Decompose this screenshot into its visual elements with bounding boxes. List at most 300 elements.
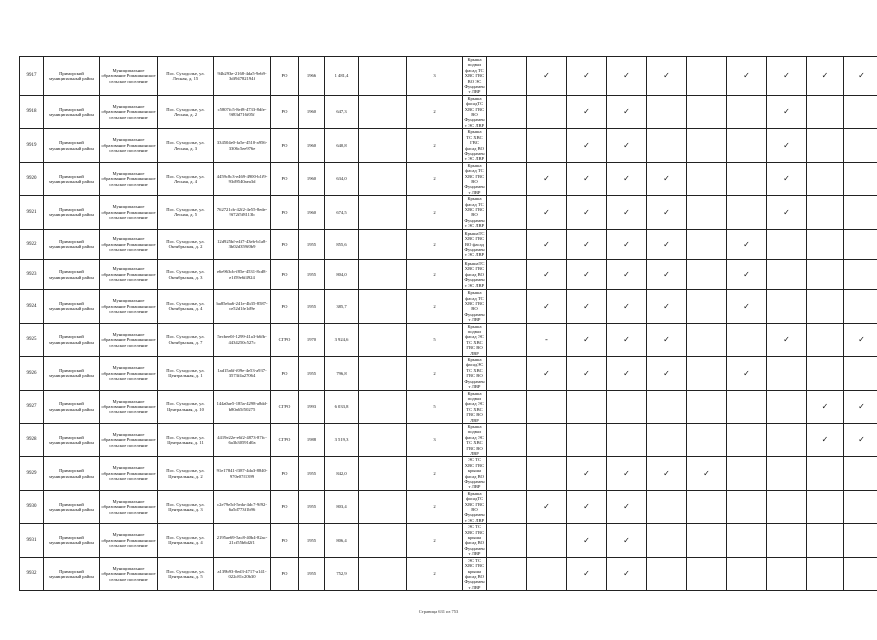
row-number-cell: 9921 xyxy=(20,196,44,229)
works-list-cell: Крыша подвал фасад ТС ХВС ГВС ВО ЭС Фундамент ЛВР xyxy=(464,57,485,95)
checkmark-cell xyxy=(844,259,877,289)
checkmark-cell xyxy=(844,162,877,195)
empty-cell xyxy=(487,57,527,96)
year-built-cell: 1960 xyxy=(299,162,325,195)
guid-cell: 1ad15a6f-f09e-4e53-a937-3573f4a27064 xyxy=(214,357,271,390)
empty-cell xyxy=(359,290,407,323)
checkmark-cell xyxy=(727,557,767,590)
checkmark-cell: ✓ xyxy=(567,357,607,390)
checkmark-cell: ✓ xyxy=(567,57,607,96)
empty-cell xyxy=(487,357,527,390)
checkmark-cell xyxy=(844,357,877,390)
district-cell: Приморский муниципальный район xyxy=(44,557,100,590)
year-built-cell: 1955 xyxy=(299,290,325,323)
checkmark-cell xyxy=(647,524,687,557)
row-number-cell: 9917 xyxy=(20,57,44,96)
table-row xyxy=(20,557,877,590)
area-cell: 842,0 xyxy=(325,457,359,490)
floors-cell: 2 xyxy=(407,490,463,523)
management-form-cell: СГРО xyxy=(271,323,299,356)
checkmark-cell xyxy=(767,259,807,289)
management-form-cell: РО xyxy=(271,259,299,289)
municipality-cell: Муниципальное образование Ромашкинское сельское поселение xyxy=(100,390,158,423)
empty-cell xyxy=(487,196,527,229)
table-row xyxy=(20,423,877,456)
checkmark-cell xyxy=(727,524,767,557)
checkmark-cell: ✓ xyxy=(567,290,607,323)
floors-cell: 2 xyxy=(407,229,463,259)
district-cell: Приморский муниципальный район xyxy=(44,524,100,557)
checkmark-cell: ✓ xyxy=(567,259,607,289)
checkmark-cell: ✓ xyxy=(567,95,607,128)
table-row xyxy=(20,390,877,423)
row-number-cell: 9919 xyxy=(20,129,44,162)
housing-repair-table xyxy=(19,56,877,591)
row-number-cell: 9924 xyxy=(20,290,44,323)
checkmark-cell: ✓ xyxy=(727,229,767,259)
management-form-cell: РО xyxy=(271,490,299,523)
works-list-cell: Крыша ТС ХВС ГВС фасад ВО Фундамент ЭС ЛВР xyxy=(464,129,485,162)
checkmark-cell xyxy=(687,390,727,423)
checkmark-cell: ✓ xyxy=(607,229,647,259)
empty-cell xyxy=(487,557,527,590)
works-list-cell: Крыша фасадЭС ТС ХВС ГВС ВО Фундамент ЛВР xyxy=(464,357,485,390)
checkmark-cell xyxy=(527,557,567,590)
works-list-cell: КрышаТС ХВС ГВС фасад ВО Фундамент ЭС ЛВР xyxy=(463,259,487,289)
municipality-cell: Муниципальное образование Ромашкинское сельское поселение xyxy=(100,129,158,162)
municipality-cell: Муниципальное образование Ромашкинское сельское поселение xyxy=(100,229,158,259)
checkmark-cell: ✓ xyxy=(607,557,647,590)
year-built-cell: 1955 xyxy=(299,557,325,590)
checkmark-cell xyxy=(647,129,687,162)
table-row xyxy=(20,129,877,162)
checkmark-cell xyxy=(807,229,844,259)
checkmark-cell xyxy=(727,457,767,490)
checkmark-cell: ✓ xyxy=(807,57,844,96)
empty-cell xyxy=(487,162,527,195)
address-cell: Пос. Суходолье, ул. Центральная, д. 2 xyxy=(158,457,214,490)
checkmark-cell xyxy=(807,95,844,128)
checkmark-cell: ✓ xyxy=(727,290,767,323)
municipality-cell: Муниципальное образование Ромашкинское сельское поселение xyxy=(100,557,158,590)
area-cell: 3 924,6 xyxy=(325,323,359,356)
management-form-cell: РО xyxy=(271,524,299,557)
management-form-cell: РО xyxy=(271,457,299,490)
checkmark-cell xyxy=(567,423,607,456)
area-cell: 647,3 xyxy=(325,95,359,128)
row-number-cell: 9931 xyxy=(20,524,44,557)
checkmark-cell: ✓ xyxy=(607,524,647,557)
checkmark-cell: ✓ xyxy=(527,290,567,323)
year-built-cell: 1955 xyxy=(299,490,325,523)
row-number-cell: 9920 xyxy=(20,162,44,195)
address-cell: Пос. Суходолье, ул. Центральная, д. 5 xyxy=(158,557,214,590)
checkmark-cell xyxy=(647,423,687,456)
area-cell: 855,6 xyxy=(325,229,359,259)
checkmark-cell: ✓ xyxy=(844,323,877,356)
checkmark-cell xyxy=(527,524,567,557)
checkmark-cell xyxy=(727,423,767,456)
district-cell: Приморский муниципальный район xyxy=(44,357,100,390)
checkmark-cell xyxy=(727,323,767,356)
floors-cell: 2 xyxy=(407,95,463,128)
municipality-cell: Муниципальное образование Ромашкинское сельское поселение xyxy=(100,357,158,390)
empty-cell xyxy=(359,129,407,162)
table-row xyxy=(20,290,877,323)
checkmark-cell: ✓ xyxy=(647,196,687,229)
checkmark-cell xyxy=(807,357,844,390)
checkmark-cell: ✓ xyxy=(767,57,807,96)
area-cell: 674,5 xyxy=(325,196,359,229)
checkmark-cell: ✓ xyxy=(527,490,567,523)
empty-cell xyxy=(359,557,407,590)
checkmark-cell xyxy=(647,557,687,590)
page-footer: Страница 631 из 753 xyxy=(418,609,459,614)
checkmark-cell xyxy=(527,129,567,162)
checkmark-cell xyxy=(727,390,767,423)
management-form-cell: РО xyxy=(271,57,299,96)
checkmark-cell: ✓ xyxy=(607,196,647,229)
address-cell: Пос. Суходолье, ул. Лесная, д. 4 xyxy=(158,162,214,195)
works-list-cell: ЭС ТС ХВС ГВС крыша фасад ВО Фундамент ЛВР xyxy=(464,457,485,490)
address-cell: Пос. Суходолье, ул. Лесная, д. 15 xyxy=(158,57,214,96)
row-number-cell: 9928 xyxy=(20,423,44,456)
floors-cell: 5 xyxy=(407,390,463,423)
checkmark-cell xyxy=(607,423,647,456)
checkmark-cell xyxy=(844,95,877,128)
management-form-cell: РО xyxy=(271,196,299,229)
checkmark-cell: ✓ xyxy=(607,357,647,390)
checkmark-cell: ✓ xyxy=(567,557,607,590)
checkmark-cell: ✓ xyxy=(767,95,807,128)
floors-cell: 2 xyxy=(407,196,463,229)
empty-cell xyxy=(359,57,407,96)
table-body xyxy=(20,57,877,591)
floors-cell: 2 xyxy=(407,457,463,490)
row-number-cell: 9922 xyxy=(20,229,44,259)
guid-cell: 2195ae69-5ac8-40b4-82ac-21cf55b6d2f1 xyxy=(214,524,271,557)
empty-cell xyxy=(359,323,407,356)
empty-cell xyxy=(487,259,527,289)
checkmark-cell xyxy=(807,162,844,195)
checkmark-cell xyxy=(527,457,567,490)
year-built-cell: 1955 xyxy=(299,259,325,289)
works-list-cell: Крыша фасад ТС ХВС ГВС ВО Фундамент ЭС ЛВР xyxy=(464,196,485,229)
guid-cell: 762721cb-42f2-4e55-8ede-9f72f5f8113b xyxy=(214,196,271,229)
checkmark-cell: ✓ xyxy=(647,457,687,490)
checkmark-cell xyxy=(844,229,877,259)
checkmark-cell xyxy=(844,196,877,229)
district-cell: Приморский муниципальный район xyxy=(44,57,100,96)
checkmark-cell: ✓ xyxy=(607,457,647,490)
management-form-cell: РО xyxy=(271,129,299,162)
municipality-cell: Муниципальное образование Ромашкинское сельское поселение xyxy=(100,57,158,96)
empty-cell xyxy=(487,290,527,323)
checkmark-cell: ✓ xyxy=(767,196,807,229)
table-row xyxy=(20,196,877,229)
checkmark-cell: ✓ xyxy=(727,57,767,96)
row-number-cell: 9930 xyxy=(20,490,44,523)
checkmark-cell: ✓ xyxy=(607,95,647,128)
area-cell: 385,7 xyxy=(325,290,359,323)
district-cell: Приморский муниципальный район xyxy=(44,129,100,162)
checkmark-cell: ✓ xyxy=(727,259,767,289)
empty-cell xyxy=(359,196,407,229)
guid-cell: 12d925bf-e4f7-43eb-b1a8-3b02d359f0b9 xyxy=(214,229,271,259)
municipality-cell: Муниципальное образование Ромашкинское сельское поселение xyxy=(100,423,158,456)
municipality-cell: Муниципальное образование Ромашкинское сельское поселение xyxy=(100,162,158,195)
guid-cell: 94b293e-2168-4da5-9eb9-3df94782194f xyxy=(214,57,271,96)
checkmark-cell xyxy=(807,196,844,229)
checkmark-cell xyxy=(687,57,727,96)
row-number-cell: 9926 xyxy=(20,357,44,390)
checkmark-cell xyxy=(807,490,844,523)
works-list-cell: Крыша фасад ТС ХВС ГВС ВО Фундамент ЛВР xyxy=(464,290,485,323)
empty-cell xyxy=(359,490,407,523)
checkmark-cell xyxy=(844,129,877,162)
checkmark-cell xyxy=(767,490,807,523)
empty-cell xyxy=(487,457,527,490)
guid-cell: c2e79e5d-5eda-4dc7-9f92-6a5d773f1b96 xyxy=(214,490,271,523)
area-cell: 640,8 xyxy=(325,129,359,162)
works-list-cell: ЭС ТС ХВС ГВС крыша фасад ВО Фундамент ЛВР xyxy=(464,557,485,590)
guid-cell: 4459c8c3-e469-4900-b1f9-93d9540aea3d xyxy=(214,162,271,195)
address-cell: Пос. Суходолье, ул. Октябрьская, д. 4 xyxy=(158,290,214,323)
checkmark-cell: ✓ xyxy=(767,162,807,195)
works-list-cell: ЭС ТС ХВС ГВС крыша фасад ВО Фундамент ЛВР xyxy=(464,524,485,557)
municipality-cell: Муниципальное образование Ромашкинское сельское поселение xyxy=(100,457,158,490)
checkmark-cell xyxy=(687,229,727,259)
checkmark-cell xyxy=(527,95,567,128)
checkmark-cell: ✓ xyxy=(527,357,567,390)
checkmark-cell xyxy=(807,259,844,289)
address-cell: Пос. Суходолье, ул. Центральная, д. 11 xyxy=(158,423,214,456)
guid-cell: 91e17841-f387-4da3-8840-970e07f1399 xyxy=(214,457,271,490)
empty-cell xyxy=(359,423,407,456)
year-built-cell: 1955 xyxy=(299,524,325,557)
address-cell: Пос. Суходолье, ул. Центральная, д. 4 xyxy=(158,524,214,557)
district-cell: Приморский муниципальный район xyxy=(44,290,100,323)
row-number-cell: 9927 xyxy=(20,390,44,423)
checkmark-cell xyxy=(767,357,807,390)
municipality-cell: Муниципальное образование Ромашкинское сельское поселение xyxy=(100,290,158,323)
district-cell: Приморский муниципальный район xyxy=(44,457,100,490)
checkmark-cell xyxy=(687,259,727,289)
row-number-cell: 9923 xyxy=(20,259,44,289)
checkmark-cell xyxy=(727,196,767,229)
works-list-cell: Крыша подвал фасад ЭС ТС ХВС ГВС ВО ЛВР xyxy=(463,323,487,356)
checkmark-cell xyxy=(647,490,687,523)
checkmark-cell: ✓ xyxy=(844,423,877,456)
address-cell: Пос. Суходолье, ул. Центральная, д. 10 xyxy=(158,390,214,423)
checkmark-cell: ✓ xyxy=(607,162,647,195)
municipality-cell: Муниципальное образование Ромашкинское сельское поселение xyxy=(100,259,158,289)
empty-cell xyxy=(359,524,407,557)
checkmark-cell xyxy=(807,457,844,490)
checkmark-cell xyxy=(767,557,807,590)
district-cell: Приморский муниципальный район xyxy=(44,229,100,259)
row-number-cell: 9925 xyxy=(20,323,44,356)
checkmark-cell: ✓ xyxy=(647,162,687,195)
district-cell: Приморский муниципальный район xyxy=(44,162,100,195)
table-row xyxy=(20,229,877,259)
row-number-cell: 9929 xyxy=(20,457,44,490)
checkmark-cell: ✓ xyxy=(607,259,647,289)
checkmark-cell xyxy=(727,95,767,128)
area-cell: 803,4 xyxy=(325,490,359,523)
year-built-cell: 1955 xyxy=(299,457,325,490)
checkmark-cell xyxy=(687,423,727,456)
year-built-cell: 1993 xyxy=(299,390,325,423)
checkmark-cell xyxy=(607,390,647,423)
year-built-cell: 1955 xyxy=(299,357,325,390)
address-cell: Пос. Суходолье, ул. Центральная, д. 1 xyxy=(158,357,214,390)
table-row xyxy=(20,457,877,490)
guid-cell: 5ecbee0f-1299-41a3-b6fb-4434250c527c xyxy=(214,323,271,356)
area-cell: 6 033,8 xyxy=(325,390,359,423)
empty-cell xyxy=(359,229,407,259)
area-cell: 804,0 xyxy=(325,259,359,289)
empty-cell xyxy=(359,162,407,195)
floors-cell: 2 xyxy=(407,162,463,195)
floors-cell: 3 xyxy=(407,57,463,96)
empty-cell xyxy=(487,490,527,523)
checkmark-cell xyxy=(647,390,687,423)
checkmark-cell: ✓ xyxy=(567,162,607,195)
district-cell: Приморский муниципальный район xyxy=(44,196,100,229)
checkmark-cell xyxy=(807,557,844,590)
checkmark-cell: ✓ xyxy=(567,323,607,356)
checkmark-cell: ✓ xyxy=(647,259,687,289)
checkmark-cell xyxy=(807,129,844,162)
floors-cell: 2 xyxy=(407,557,463,590)
municipality-cell: Муниципальное образование Ромашкинское сельское поселение xyxy=(100,323,158,356)
checkmark-cell: ✓ xyxy=(527,57,567,96)
management-form-cell: СГРО xyxy=(271,423,299,456)
floors-cell: 2 xyxy=(407,259,463,289)
address-cell: Пос. Суходолье, ул. Лесная, д. 3 xyxy=(158,129,214,162)
works-list-cell: Крыша подвал фасад ЭС ТС ХВС ГВС ВО ЛВР xyxy=(463,423,487,456)
empty-cell xyxy=(487,323,527,356)
checkmark-cell xyxy=(687,162,727,195)
checkmark-cell xyxy=(527,423,567,456)
works-list-cell: КрышаТС ХВС ГВС ВО фасад Фундамент ЭС ЛВР xyxy=(463,229,487,259)
empty-cell xyxy=(487,95,527,128)
district-cell: Приморский муниципальный район xyxy=(44,259,100,289)
checkmark-cell: ✓ xyxy=(687,457,727,490)
guid-cell: 4419e22e-e6f2-4873-87fc-6a3b30591d0a xyxy=(214,423,271,456)
year-built-cell: 1960 xyxy=(299,95,325,128)
checkmark-cell: ✓ xyxy=(607,57,647,96)
checkmark-cell xyxy=(647,95,687,128)
checkmark-cell: ✓ xyxy=(607,490,647,523)
address-cell: Пос. Суходолье, ул. Октябрьская, д. 2 xyxy=(158,229,214,259)
checkmark-cell: ✓ xyxy=(607,290,647,323)
table-row xyxy=(20,57,877,96)
checkmark-cell xyxy=(687,490,727,523)
checkmark-cell: ✓ xyxy=(567,229,607,259)
address-cell: Пос. Суходолье, ул. Лесная, д. 2 xyxy=(158,95,214,128)
management-form-cell: РО xyxy=(271,95,299,128)
checkmark-cell xyxy=(687,323,727,356)
checkmark-cell xyxy=(687,290,727,323)
checkmark-cell: ✓ xyxy=(567,490,607,523)
checkmark-cell xyxy=(687,95,727,128)
checkmark-cell xyxy=(767,457,807,490)
management-form-cell: РО xyxy=(271,229,299,259)
checkmark-cell xyxy=(844,524,877,557)
checkmark-cell xyxy=(767,390,807,423)
floors-cell: 2 xyxy=(407,357,463,390)
district-cell: Приморский муниципальный район xyxy=(44,490,100,523)
empty-cell xyxy=(359,457,407,490)
checkmark-cell: ✓ xyxy=(527,162,567,195)
checkmark-cell: ✓ xyxy=(527,196,567,229)
guid-cell: a139b93-0ed3-4717-a141-022c81c20b30 xyxy=(214,557,271,590)
district-cell: Приморский муниципальный район xyxy=(44,390,100,423)
checkmark-cell: ✓ xyxy=(767,323,807,356)
district-cell: Приморский муниципальный район xyxy=(44,95,100,128)
empty-cell xyxy=(487,129,527,162)
table-row xyxy=(20,95,877,128)
area-cell: 806,4 xyxy=(325,524,359,557)
year-built-cell: 1970 xyxy=(299,323,325,356)
checkmark-cell: ✓ xyxy=(567,457,607,490)
district-cell: Приморский муниципальный район xyxy=(44,323,100,356)
checkmark-cell: ✓ xyxy=(607,323,647,356)
checkmark-cell: ✓ xyxy=(844,57,877,96)
management-form-cell: РО xyxy=(271,357,299,390)
area-cell: 796,8 xyxy=(325,357,359,390)
checkmark-cell: ✓ xyxy=(527,229,567,259)
area-cell: 634,0 xyxy=(325,162,359,195)
table-row xyxy=(20,357,877,390)
table-row xyxy=(20,524,877,557)
checkmark-cell: ✓ xyxy=(607,129,647,162)
works-list-cell: Крыша подвал фасад ЭС ТС ХВС ГВС ВО ЛВР xyxy=(463,390,487,423)
checkmark-cell xyxy=(687,196,727,229)
empty-cell xyxy=(487,524,527,557)
checkmark-cell: - xyxy=(527,323,567,356)
checkmark-cell xyxy=(767,290,807,323)
checkmark-cell xyxy=(687,129,727,162)
checkmark-cell xyxy=(687,557,727,590)
checkmark-cell xyxy=(767,423,807,456)
checkmark-cell xyxy=(687,524,727,557)
table-row xyxy=(20,162,877,195)
row-number-cell: 9918 xyxy=(20,95,44,128)
empty-cell xyxy=(487,423,527,456)
checkmark-cell: ✓ xyxy=(567,129,607,162)
floors-cell: 5 xyxy=(407,323,463,356)
guid-cell: 144a0ae5-185a-4298-a8dd-b80a65f50275 xyxy=(214,390,271,423)
checkmark-cell xyxy=(807,524,844,557)
district-cell: Приморский муниципальный район xyxy=(44,423,100,456)
year-built-cell: 1966 xyxy=(299,57,325,96)
checkmark-cell xyxy=(727,129,767,162)
checkmark-cell: ✓ xyxy=(647,57,687,96)
municipality-cell: Муниципальное образование Ромашкинское сельское поселение xyxy=(100,95,158,128)
management-form-cell: РО xyxy=(271,162,299,195)
guid-cell: c5807fc5-8ef8-4733-8dfe-9f83d716f05f xyxy=(214,95,271,128)
floors-cell: 2 xyxy=(407,524,463,557)
address-cell: Пос. Суходолье, ул. Октябрьская, д. 3 xyxy=(158,259,214,289)
table-row xyxy=(20,490,877,523)
address-cell: Пос. Суходолье, ул. Центральная, д. 3 xyxy=(158,490,214,523)
empty-cell xyxy=(359,95,407,128)
management-form-cell: РО xyxy=(271,290,299,323)
empty-cell xyxy=(487,229,527,259)
